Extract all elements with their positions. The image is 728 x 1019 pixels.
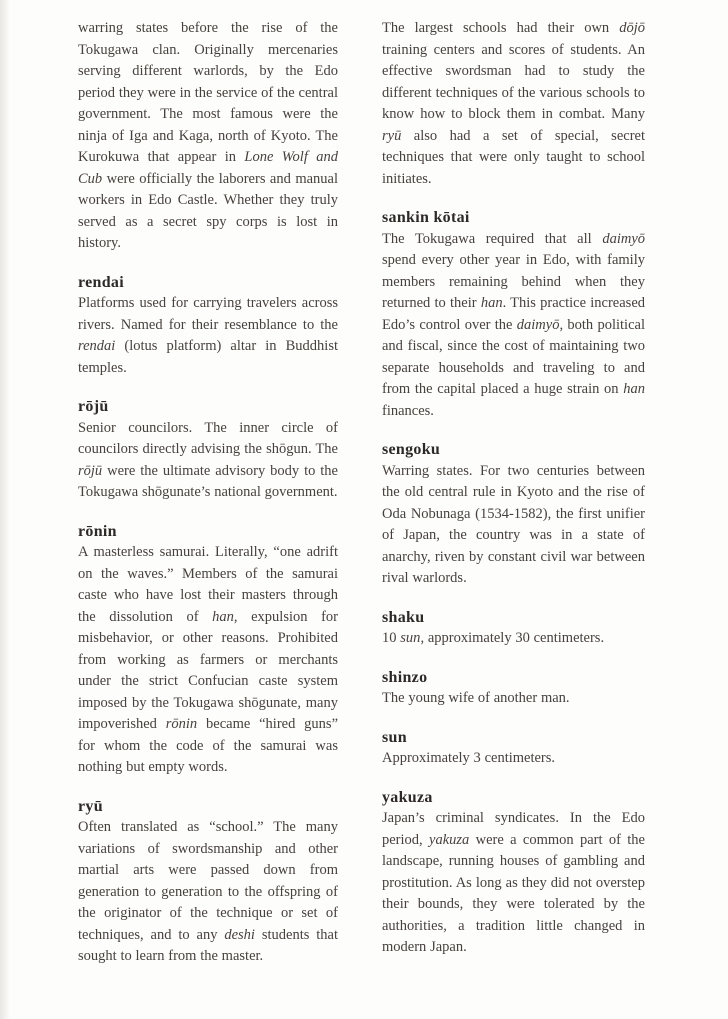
glossary-term-heading: shinzo — [382, 668, 428, 686]
text-segment: The largest schools had their own — [382, 20, 620, 36]
glossary-term-heading: yakuza — [382, 788, 433, 806]
glossary-term-heading: sengoku — [382, 441, 441, 458]
glossary-definition — [78, 293, 338, 379]
text-segment: spend every other year in Edo, with family members remaining behind when they returned to their — [382, 252, 645, 311]
text-segment: training centers and scores of students. An effective swordsman had to study the different techniques of the various schools to know how to block them in combat. Many — [382, 41, 645, 122]
glossary-term-heading: shaku — [382, 608, 425, 626]
text-segment: were officially the laborers and manual workers in Edo Castle. Whether they truly served as a secret spy corps is lost in history. — [78, 170, 338, 251]
glossary-term-heading: ryū — [78, 797, 103, 815]
italic-term: han — [212, 608, 234, 625]
text-segment: also had a set of special, secret techniques that were only taught to school initiates. — [382, 127, 645, 187]
text-segment: (lotus platform) altar in Buddhist temples. — [78, 338, 338, 376]
glossary-term-heading: rendai — [78, 273, 124, 291]
italic-term: Lone Wolf and Cub — [78, 149, 338, 187]
italic-term: dōjō — [619, 20, 645, 36]
italic-term: han — [623, 381, 645, 397]
glossary-definition — [382, 628, 645, 650]
text-segment: 10 — [382, 630, 401, 646]
glossary-column-right — [382, 18, 645, 1019]
glossary-entry-ronin — [78, 521, 338, 779]
italic-term: rōnin — [165, 716, 198, 732]
text-segment: became “hired guns” for whom the code of the samurai was nothing but empty words. — [78, 716, 339, 775]
text-segment: were the ultimate advisory body to the Tokugawa shōgunate’s national government. — [78, 462, 338, 500]
italic-term: rendai — [78, 338, 116, 354]
italic-term: deshi — [224, 926, 255, 943]
glossary-entry-rendai — [78, 272, 338, 380]
italic-term: han — [480, 295, 503, 311]
text-segment: Senior councilors. The inner circle of councilors directly advising the shōgun. The — [78, 419, 338, 457]
glossary-entry-shaku — [382, 607, 645, 650]
glossary-paragraph-ryu-continued — [382, 18, 645, 190]
italic-term: daimyō — [602, 230, 645, 247]
glossary-definition — [78, 542, 338, 779]
text-segment: were a common part of the landscape, running houses of gambling and prostitution. As long as they did not overstep their bounds, they were tolerated by the authorities, a tradition little changed in modern Japan. — [382, 831, 645, 955]
italic-term: sun — [400, 630, 421, 646]
text-segment: warring states before the rise of the Tokugawa clan. Originally mercenaries serving different warlords, by the Edo period they were in the service of the central government. The most famous were the ninja of Iga and Kaga, north of Kyoto. The Kurokuwa that appear in — [78, 20, 338, 165]
glossary-definition — [382, 229, 645, 423]
text-segment: Often translated as “school.” The many variations of swordsmanship and other martial arts were passed down from generation to generation to the offspring of the originator of the technique or set of techniques, and to any — [78, 819, 338, 943]
glossary-definition — [382, 688, 645, 710]
italic-term: rōjū — [78, 462, 103, 479]
italic-term: yakuza — [429, 831, 470, 848]
glossary-definition — [382, 18, 645, 190]
glossary-definition — [382, 748, 645, 770]
text-segment: students that sought to learn from the master. — [78, 926, 338, 964]
text-segment: , both political and fiscal, since the cost of maintaining two separate households and traveling to and from the capital placed a huge strain on — [382, 316, 645, 397]
glossary-entry-sankin-kotai — [382, 207, 645, 422]
text-segment: The Tokugawa required that all — [382, 230, 603, 247]
glossary-definition — [78, 18, 338, 255]
text-segment: Approximately 3 centimeters. — [382, 750, 556, 766]
text-segment: Warring states. For two centuries between the old central rule in Kyoto and the rise of Oda Nobunaga (1534-1582), the first unifier of Japan, the country was in a state of anarchy, riven by constant civil war between rival warlords. — [382, 462, 645, 586]
glossary-term-heading: rōnin — [78, 522, 117, 540]
glossary-term-heading: rōjū — [78, 398, 109, 415]
italic-term: ryū — [382, 127, 402, 144]
text-segment: . This practice increased Edo’s control over the — [382, 295, 646, 333]
text-segment: , approximately 30 centimeters. — [420, 630, 605, 646]
text-segment: Platforms used for carrying travelers across rivers. Named for their resemblance to the — [78, 295, 338, 333]
glossary-term-heading: sankin kōtai — [382, 209, 470, 226]
text-segment: Japan’s criminal syndicates. In the Edo period, — [382, 810, 645, 848]
glossary-entry-shinzo — [382, 667, 645, 710]
glossary-term-heading: sun — [382, 728, 407, 746]
text-segment: A masterless samurai. Literally, “one adrift on the waves.” Members of the samurai caste who have lost their masters through the dissolution of — [78, 544, 338, 625]
glossary-definition — [78, 418, 338, 504]
glossary-entry-sun — [382, 727, 645, 770]
glossary-definition — [382, 808, 645, 959]
text-segment: The young wife of another man. — [382, 690, 570, 706]
glossary-definition — [382, 461, 645, 590]
glossary-entry-ryu — [78, 796, 338, 968]
italic-term: daimyō — [516, 316, 560, 333]
glossary-entry-sengoku — [382, 439, 645, 590]
text-segment: finances. — [382, 402, 434, 419]
text-segment: , expulsion for misbehavior, or other reasons. Prohibited from working as farmers or merchants under the strict Confucian caste system imposed by the Tokugawa shōgunate, many impoverished — [78, 608, 338, 732]
glossary-paragraph-intro-continued — [78, 18, 338, 255]
glossary-column-left — [78, 18, 338, 1019]
glossary-entry-roju — [78, 396, 338, 504]
glossary-definition — [78, 817, 338, 968]
glossary-entry-yakuza — [382, 787, 645, 959]
